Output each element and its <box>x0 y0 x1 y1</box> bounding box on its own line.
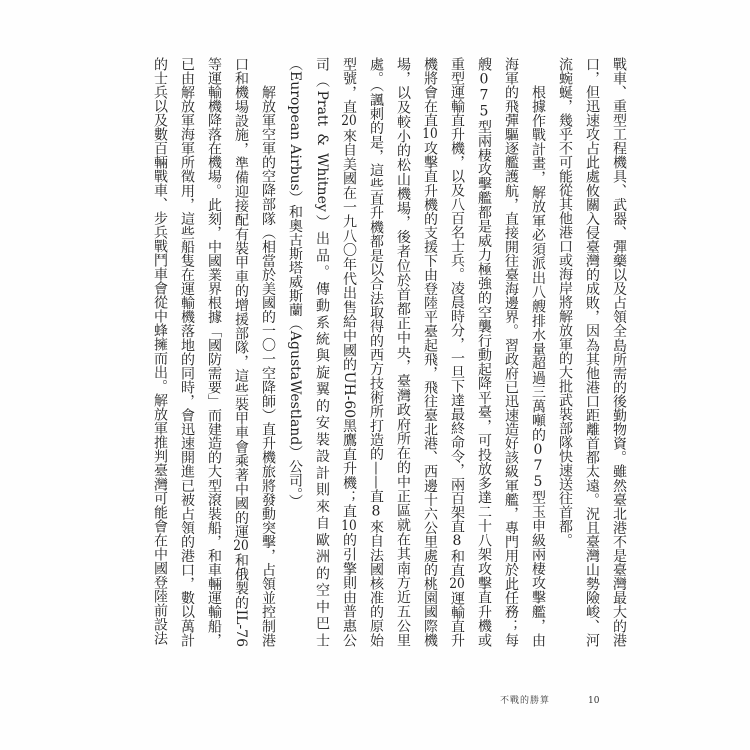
text-segment: 來自法國核准的原始型號，直 <box>341 57 384 648</box>
text-segment: ）公司。） <box>287 445 303 509</box>
running-footer <box>500 693 599 706</box>
text-segment: 黑鷹直升機；直 <box>341 418 357 519</box>
text-segment: Pratt & Whitney <box>314 90 330 212</box>
footer-page-number: 10 <box>588 696 600 706</box>
text-segment: AgustaWestland <box>287 330 303 446</box>
text-segment: ）和奧古斯塔威斯蘭（ <box>287 190 303 331</box>
text-segment: 根據作戰計畫，解放軍必須派出八艘排水量超過三萬噸的 <box>530 85 546 442</box>
text-segment: 20 <box>341 114 357 129</box>
text-segment: ）出品。傳動系統與旋翼的安裝設計則來自歐洲的空中巴士（ <box>287 57 330 648</box>
text-segment: 075 <box>476 71 492 120</box>
text-segment: 戰車、重型工程機具、武器、彈藥以及占領全島所需的後勤物資。雖然臺北港不是臺灣最大的港口，但迅速攻占此處攸關入侵臺灣的成敗，因為其他港口距離首都太遠。況且臺灣山勢險峻、河流蜿蜒，幾乎不可能從其他港口或海岸將解放軍的大批武裝部隊快速送往首都。 <box>557 57 627 647</box>
text-segment: 8 <box>368 503 384 520</box>
text-segment: 等運輸機降落在機場。此刻，中國業界根據「國防需要」而建造的大型滾裝船，和車輛運輸船，已由解放軍海軍所徵用，這些船隻在運輸機落地的同時，會迅速開進已被占領的港口，數以萬計的士兵以及數百輛戰車、步兵戰鬥車會從中蜂擁而出。解放軍推判臺灣可能會在中國登陸前設法 <box>152 57 222 647</box>
body-text <box>138 57 632 647</box>
text-segment: European Airbus <box>287 71 303 191</box>
text-segment: 10 <box>341 518 357 533</box>
text-segment: 20 <box>233 538 249 553</box>
text-segment: 和俄製的 <box>233 552 249 610</box>
text-segment: 運輸直升機將會在直 <box>422 57 465 647</box>
text-segment: 075 <box>530 441 546 490</box>
text-segment: 10 <box>422 127 438 142</box>
text-segment: 8 <box>449 533 465 549</box>
text-segment: 型玉申級兩棲攻擊艦，由海軍的飛彈驅逐艦護航，直接開往臺海邊界。習政府已迅速造好該級軍艦，專門用於此任務；每艘 <box>476 57 546 648</box>
text-segment: 攻擊直升機的支援下由登陸平臺起飛，飛往臺北港、西邊十六公里處的桃園國際機場，以及較小的松山機場，後者位於首都正中央，臺灣政府所在的中正區就在其南方近五公里處。（諷刺的是，這些直升機都是以合法取得的西方技術所打造的——直 <box>368 57 438 648</box>
footer-book-title: 不戰的勝算 <box>500 696 551 706</box>
text-segment: 20 <box>449 577 465 591</box>
paragraph <box>551 57 632 647</box>
text-segment: IL-76 <box>233 609 249 647</box>
text-segment: UH-60 <box>341 371 357 419</box>
text-segment: 的引擎則由普惠公司（ <box>314 57 357 648</box>
paragraph <box>281 57 551 647</box>
text-segment: 型兩棲攻擊艦都是威力極強的空襲行動起降平臺，可投放多達二十八架攻擊直升機或重型運輸直升機，以及八百名士兵。凌晨時分，一旦下達最終命令，兩百架直 <box>449 57 492 648</box>
paragraph <box>146 57 281 647</box>
text-segment: 來自美國在一九八〇年代出售給中國的 <box>341 128 357 372</box>
text-segment: 和直 <box>449 549 465 577</box>
text-segment: 解放軍空軍的空降部隊（相當於美國的一〇一空降師）直升機旅將發動突擊，占領並控制港口和機場設施，準備迎接配有裝甲車的增援部隊，這些裝甲車會乘著中國的運 <box>233 57 276 647</box>
